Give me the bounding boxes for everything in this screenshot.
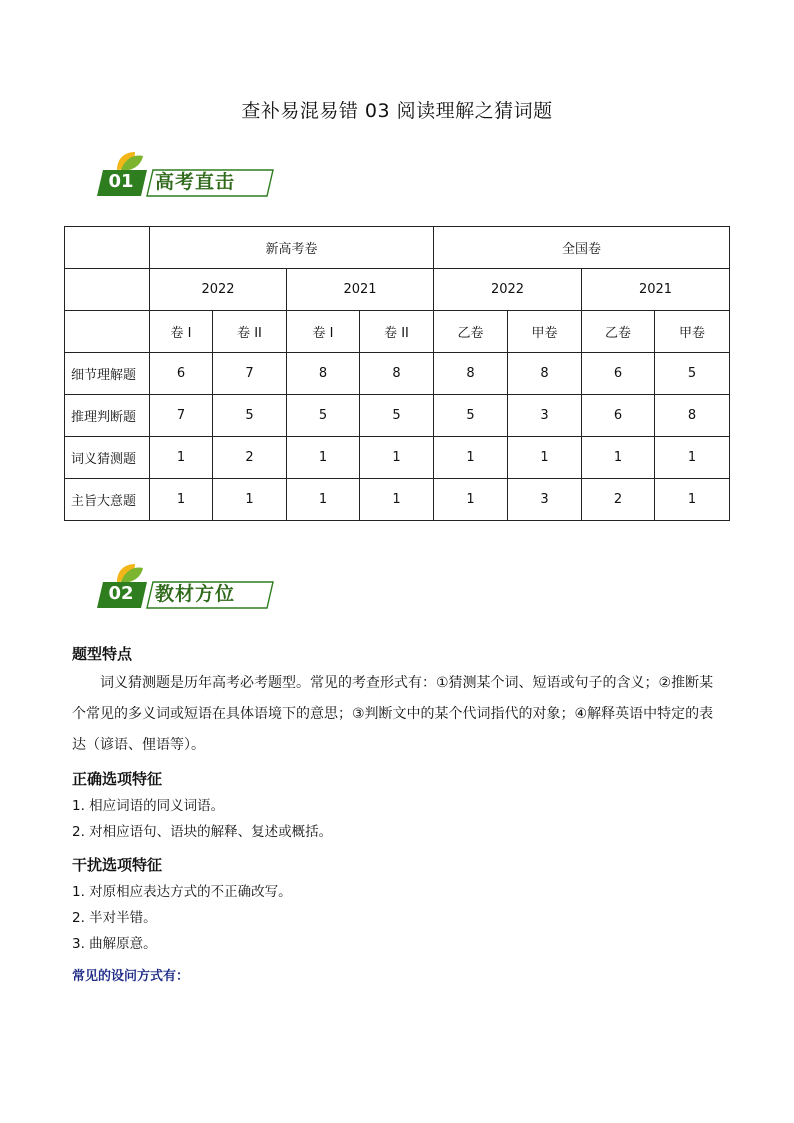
- section-heading: 干扰选项特征: [72, 856, 163, 874]
- table-cell: 8: [508, 353, 582, 395]
- table-row: [65, 311, 730, 353]
- table-cell: 1: [287, 437, 360, 479]
- table-row: [65, 479, 730, 521]
- table-cell: 1: [360, 437, 434, 479]
- section-badge-01: [95, 148, 275, 200]
- table-row: [65, 269, 730, 311]
- list-item: 1. 相应词语的同义词语。: [72, 798, 225, 814]
- list-item: 3. 曲解原意。: [72, 936, 157, 952]
- table-cell: 1: [655, 437, 730, 479]
- table-cell: 1: [150, 437, 213, 479]
- table-cell: 8: [655, 395, 730, 437]
- table-cell: 6: [582, 353, 655, 395]
- exam-stats-table: [64, 226, 730, 521]
- section-paragraph: 词义猜测题是历年高考必考题型。常见的考查形式有：①猜测某个词、短语或句子的含义；②推断某个常见的多义词或短语在具体语境下的意思；③判断文中的某个代词指代的对象；④解释英语中特定的表达（谚语、俚语等）。: [72, 675, 714, 753]
- paper-header: 甲卷: [655, 311, 730, 353]
- table-cell: 3: [508, 479, 582, 521]
- section-heading: 题型特点: [72, 645, 133, 663]
- table-cell: 6: [582, 395, 655, 437]
- list-item: 2. 对相应语句、语块的解释、复述或概括。: [72, 824, 333, 840]
- badge-number: 01: [108, 171, 134, 192]
- table-cell: 1: [360, 479, 434, 521]
- paper-header: 卷 II: [213, 311, 287, 353]
- table-cell: 5: [287, 395, 360, 437]
- year-header: 2021: [287, 269, 434, 311]
- list-item: 1. 对原相应表达方式的不正确改写。: [72, 884, 292, 900]
- table-row: [65, 437, 730, 479]
- table-cell: 8: [360, 353, 434, 395]
- corner-cell: [65, 311, 150, 353]
- section-heading: 常见的设问方式有：: [72, 969, 190, 984]
- corner-cell: [65, 227, 150, 269]
- table-cell: 3: [508, 395, 582, 437]
- section-badge-02: [95, 560, 275, 612]
- table-cell: 1: [213, 479, 287, 521]
- table-cell: 7: [213, 353, 287, 395]
- group-header: 新高考卷: [150, 227, 434, 269]
- table-row: [65, 227, 730, 269]
- table-cell: 1: [655, 479, 730, 521]
- table-cell: 1: [434, 479, 508, 521]
- table-cell: 5: [434, 395, 508, 437]
- group-header: 全国卷: [434, 227, 730, 269]
- paper-header: 卷 I: [150, 311, 213, 353]
- year-header: 2022: [150, 269, 287, 311]
- row-label: 词义猜测题: [65, 437, 150, 479]
- paper-header: 乙卷: [434, 311, 508, 353]
- table-row: [65, 395, 730, 437]
- table-cell: 1: [287, 479, 360, 521]
- table-cell: 5: [213, 395, 287, 437]
- row-label: 主旨大意题: [65, 479, 150, 521]
- content-body: [72, 644, 722, 984]
- badge-label: 高考直击: [155, 171, 236, 193]
- table-cell: 1: [508, 437, 582, 479]
- list-item: 2. 半对半错。: [72, 910, 157, 926]
- section-heading: 正确选项特征: [72, 770, 163, 788]
- table-cell: 5: [655, 353, 730, 395]
- table-cell: 2: [213, 437, 287, 479]
- badge-number: 02: [108, 583, 134, 604]
- year-header: 2022: [434, 269, 582, 311]
- table-cell: 1: [582, 437, 655, 479]
- table-cell: 5: [360, 395, 434, 437]
- row-label: 细节理解题: [65, 353, 150, 395]
- paper-header: 甲卷: [508, 311, 582, 353]
- year-header: 2021: [582, 269, 730, 311]
- table-cell: 8: [287, 353, 360, 395]
- row-label: 推理判断题: [65, 395, 150, 437]
- table-row: [65, 353, 730, 395]
- table-cell: 8: [434, 353, 508, 395]
- corner-cell: [65, 269, 150, 311]
- table-cell: 1: [150, 479, 213, 521]
- paper-header: 卷 I: [287, 311, 360, 353]
- page-title: 查补易混易错 03 阅读理解之猜词题: [241, 100, 553, 122]
- table-cell: 2: [582, 479, 655, 521]
- table-cell: 1: [434, 437, 508, 479]
- table-cell: 7: [150, 395, 213, 437]
- table-cell: 6: [150, 353, 213, 395]
- badge-label: 教材方位: [155, 583, 236, 605]
- paper-header: 乙卷: [582, 311, 655, 353]
- paper-header: 卷 II: [360, 311, 434, 353]
